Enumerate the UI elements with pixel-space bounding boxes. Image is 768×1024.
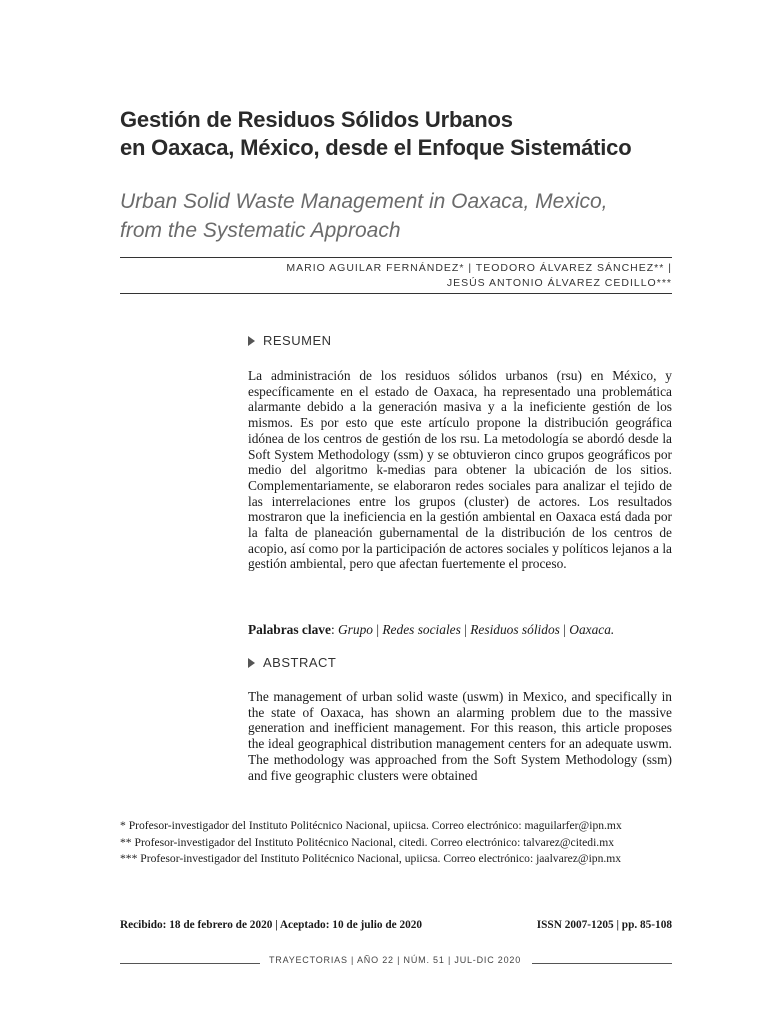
footnote-3: *** Profesor-investigador del Instituto Politécnico Nacional, upiicsa. Correo electrónico: jaalvarez@ipn.mx	[120, 852, 622, 865]
abstract-heading-label: ABSTRACT	[263, 655, 337, 670]
article-title-english	[120, 187, 680, 245]
authors-block	[120, 261, 672, 291]
issn-pages: ISSN 2007-1205 | pp. 85-108	[536, 919, 672, 931]
journal-footer: TRAYECTORIAS | AÑO 22 | NÚM. 51 | JUL-DIC 2020	[268, 955, 522, 965]
footnote-2: ** Profesor-investigador del Instituto Politécnico Nacional, citedi. Correo electrónico: talvarez@citedi.mx	[120, 835, 615, 849]
footnote-1: * Profesor-investigador del Instituto Politécnico Nacional, upiicsa. Correo electrónico: maguilarfer@ipn.mx	[120, 819, 622, 832]
abstract-text: The management of urban solid waste (uswm) in Mexico, and specifically in the state of Oaxaca, has shown an alarming problem due to the massive generation and inefficient management. For this reason, this article proposes the ideal geographical distribution management centers for an adequate uswm. The methodology was approached from the Soft System Methodology (ssm) and five geographic clusters were obtained	[248, 689, 672, 783]
resumen-heading-label: RESUMEN	[263, 333, 332, 348]
title-es-line2: en Oaxaca, México, desde el Enfoque Sistemático	[120, 135, 632, 160]
title-en-line2: from the Systematic Approach	[120, 219, 401, 242]
keyword-item: Residuos sólidos	[470, 622, 560, 637]
authors-line1: MARIO AGUILAR FERNÁNDEZ* | TEODORO ÁLVAREZ SÁNCHEZ** |	[286, 262, 672, 274]
authors-top-rule	[120, 257, 672, 258]
title-en-line1: Urban Solid Waste Management in Oaxaca, Mexico,	[120, 190, 608, 213]
title-es-line1: Gestión de Residuos Sólidos Urbanos	[120, 107, 513, 132]
resumen-heading	[248, 333, 332, 348]
keyword-item: Grupo	[338, 622, 373, 637]
keyword-item: Oaxaca.	[569, 622, 615, 637]
triangle-right-icon	[248, 336, 255, 346]
authors-line2: JESÚS ANTONIO ÁLVAREZ CEDILLO***	[446, 277, 672, 289]
footer-left-rule	[120, 963, 260, 964]
keywords-line: Palabras clave: Grupo | Redes sociales | Residuos sólidos | Oaxaca.	[248, 622, 615, 637]
footer-right-rule	[532, 963, 672, 964]
triangle-right-icon	[248, 658, 255, 668]
abstract-heading	[248, 655, 336, 670]
keyword-item: Redes sociales	[382, 622, 461, 637]
article-title-spanish	[120, 106, 680, 162]
received-accepted-dates: Recibido: 18 de febrero de 2020 | Aceptado: 10 de julio de 2020	[120, 919, 423, 931]
authors-bottom-rule	[120, 293, 672, 294]
resumen-text: La administración de los residuos sólidos urbanos (rsu) en México, y específicamente en el estado de Oaxaca, ha representado una problemática alarmante debido a la generación masiva y a la ineficiente gestión de los mismos. Es por esto que este artículo propone la distribución geográfica idónea de los centros de gestión de los rsu. La metodología se abordó desde la Soft System Methodology (ssm) y se obtuvieron cinco grupos geográficos por medio del algoritmo k-medias para obtener la ubicación de los sitios. Complementariamente, se elaboraron redes sociales para analizar el tejido de las interrelaciones entre los grupos (cluster) de actores. Los resultados mostraron que la ineficiencia en la gestión ambiental en Oaxaca está dada por la falta de planeación gubernamental de la distribución de los centros de acopio, así como por la participación de actores sociales y políticos lejanos a la gestión ambiental, pero que afectan fuertemente el proceso.	[248, 368, 672, 572]
keywords-label: Palabras clave	[248, 622, 331, 637]
footnotes	[120, 818, 672, 868]
